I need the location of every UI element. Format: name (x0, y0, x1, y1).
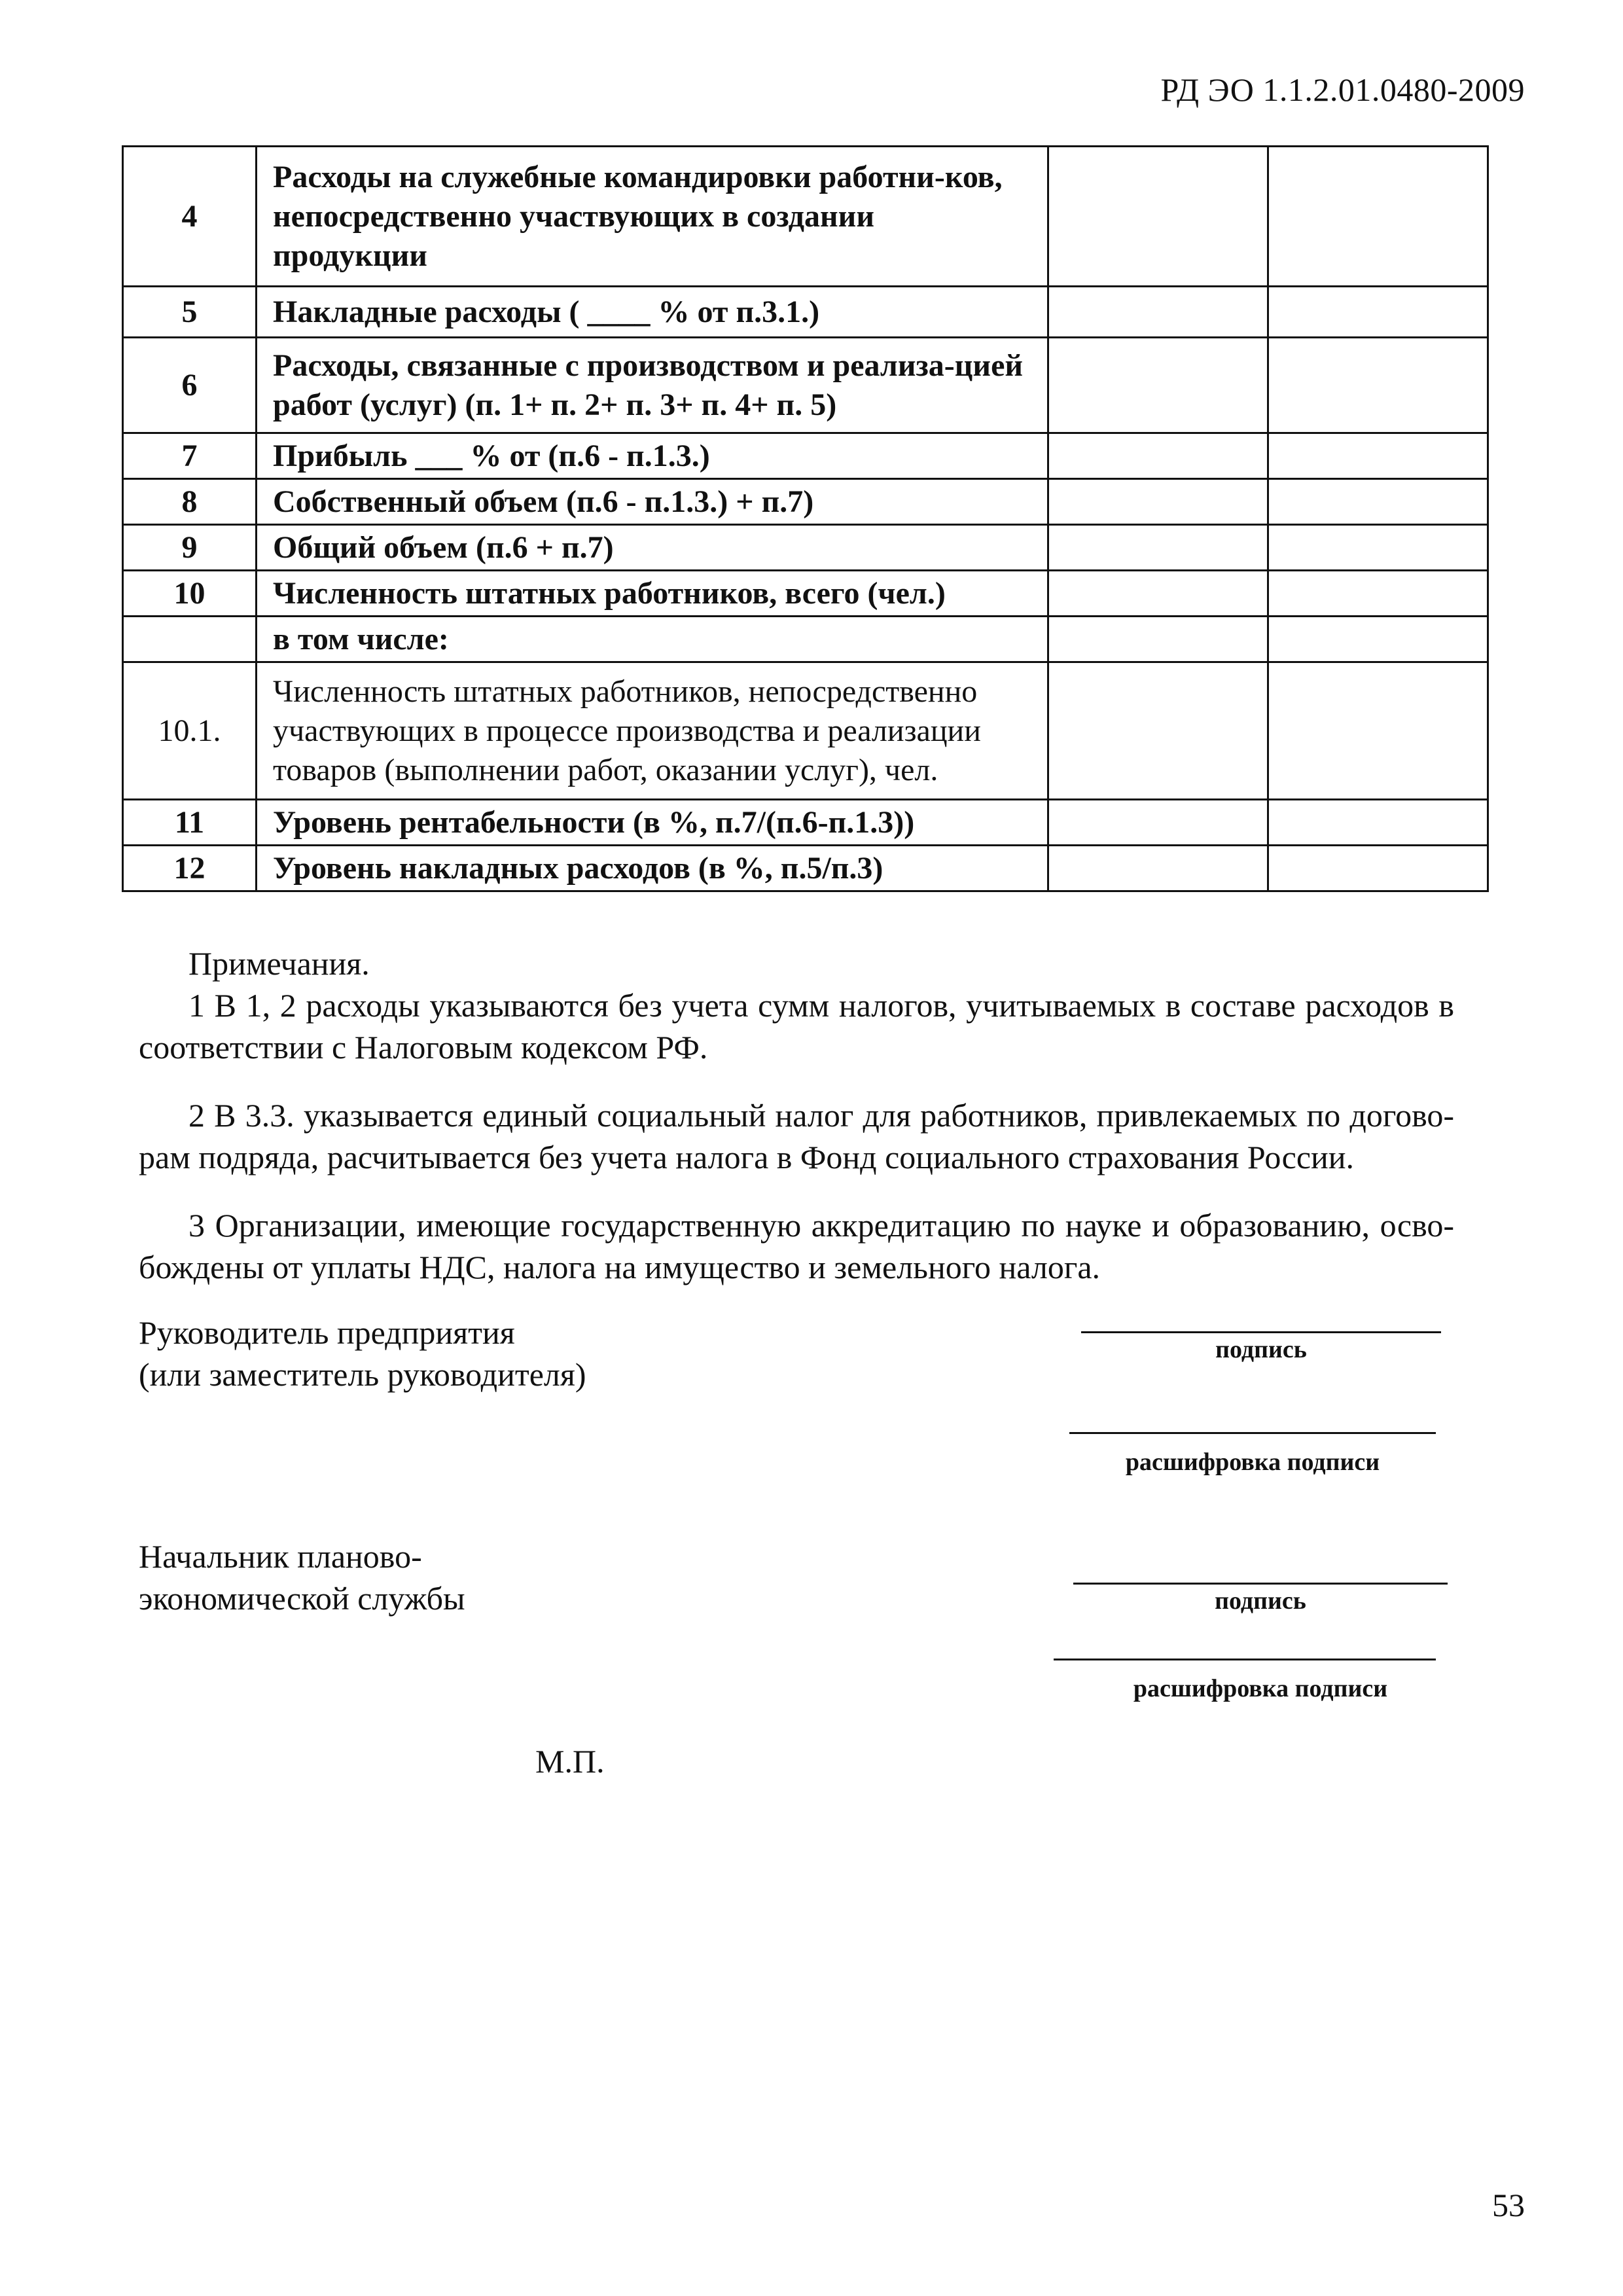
row-label: Уровень рентабельности (в %, п.7/(п.6-п.1.3)) (257, 800, 1048, 846)
value-cell (1048, 800, 1268, 846)
value-cell (1268, 571, 1488, 617)
signature-line (1073, 1583, 1448, 1585)
signatory-head-line1: Руководитель предприятия (139, 1314, 515, 1351)
row-label: Прибыль ___ % от (п.6 - п.1.3.) (257, 433, 1048, 479)
stamp-placeholder: М.П. (535, 1743, 605, 1780)
signatory-head-title (139, 1312, 586, 1395)
document-code: РД ЭО 1.1.2.01.0480-2009 (1160, 71, 1525, 108)
value-cell (1048, 338, 1268, 433)
row-number: 10.1. (123, 662, 257, 800)
page-number: 53 (1492, 2187, 1525, 2223)
notes-heading: Примечания. (188, 945, 370, 982)
value-cell (1268, 479, 1488, 525)
row-number: 12 (123, 846, 257, 891)
note-item: 1 В 1, 2 расходы указываются без учета сумм налогов, учитываемых в составе расходов в соответствии с Налоговым кодексом РФ. (139, 987, 1454, 1066)
value-cell (1268, 433, 1488, 479)
row-number: 8 (123, 479, 257, 525)
row-label: Общий объем (п.6 + п.7) (257, 525, 1048, 571)
signature-line (1081, 1331, 1441, 1333)
note-item: 3 Организации, имеющие государственную аккредитацию по науке и образованию, осво-бождены от уплаты НДС, налога на имущество и земельного налога. (139, 1207, 1454, 1285)
value-cell (1268, 800, 1488, 846)
row-number: 4 (123, 147, 257, 287)
value-cell (1048, 433, 1268, 479)
row-label: Собственный объем (п.6 - п.1.3.) + п.7) (257, 479, 1048, 525)
value-cell (1048, 479, 1268, 525)
table-row (123, 525, 1488, 571)
cost-table (122, 145, 1489, 892)
table-row (123, 662, 1488, 800)
row-label: Численность штатных работников, непосредственно участвующих в процессе производства и реализации товаров (выполнении работ, оказании услуг), чел. (257, 662, 1048, 800)
transcript-line (1069, 1432, 1436, 1434)
table-row (123, 147, 1488, 287)
table-row (123, 571, 1488, 617)
value-cell (1268, 525, 1488, 571)
transcript-caption: расшифровка подписи (1125, 1448, 1380, 1476)
row-label: Численность штатных работников, всего (чел.) (257, 571, 1048, 617)
value-cell (1268, 287, 1488, 338)
row-label: в том числе: (257, 617, 1048, 662)
value-cell (1268, 617, 1488, 662)
value-cell (1048, 147, 1268, 287)
row-label: Накладные расходы ( ____ % от п.3.1.) (257, 287, 1048, 338)
table-row (123, 338, 1488, 433)
row-number: 6 (123, 338, 257, 433)
value-cell (1048, 525, 1268, 571)
table-row (123, 846, 1488, 891)
signature-caption: подпись (1215, 1336, 1307, 1363)
row-number: 7 (123, 433, 257, 479)
value-cell (1048, 287, 1268, 338)
row-label: Расходы на служебные командировки работни-ков, непосредственно участвующих в создании продукции (257, 147, 1048, 287)
signatory-planning-line2: экономической службы (139, 1580, 465, 1617)
value-cell (1268, 338, 1488, 433)
value-cell (1268, 846, 1488, 891)
row-number (123, 617, 257, 662)
row-label: Расходы, связанные с производством и реализа-цией работ (услуг) (п. 1+ п. 2+ п. 3+ п. 4+ п. 5) (257, 338, 1048, 433)
row-number: 5 (123, 287, 257, 338)
table-row (123, 617, 1488, 662)
table-row (123, 287, 1488, 338)
signatory-head-line2: (или заместитель руководителя) (139, 1356, 586, 1393)
value-cell (1268, 147, 1488, 287)
note-item: 2 В 3.3. указывается единый социальный налог для работников, привлекаемых по догово-рам подряда, расчитывается без учета налога в Фонд социального страхования России. (139, 1097, 1454, 1175)
signature-caption: подпись (1215, 1587, 1306, 1615)
value-cell (1048, 662, 1268, 800)
row-number: 10 (123, 571, 257, 617)
table-row (123, 433, 1488, 479)
transcript-caption: расшифровка подписи (1133, 1675, 1388, 1702)
value-cell (1048, 617, 1268, 662)
signatory-planning-line1: Начальник планово- (139, 1538, 422, 1575)
row-number: 11 (123, 800, 257, 846)
table-row (123, 479, 1488, 525)
value-cell (1268, 662, 1488, 800)
value-cell (1048, 846, 1268, 891)
table-row (123, 800, 1488, 846)
transcript-line (1054, 1659, 1436, 1660)
value-cell (1048, 571, 1268, 617)
signatory-planning-title (139, 1535, 465, 1619)
row-number: 9 (123, 525, 257, 571)
notes-section (139, 942, 1454, 1288)
row-label: Уровень накладных расходов (в %, п.5/п.3) (257, 846, 1048, 891)
